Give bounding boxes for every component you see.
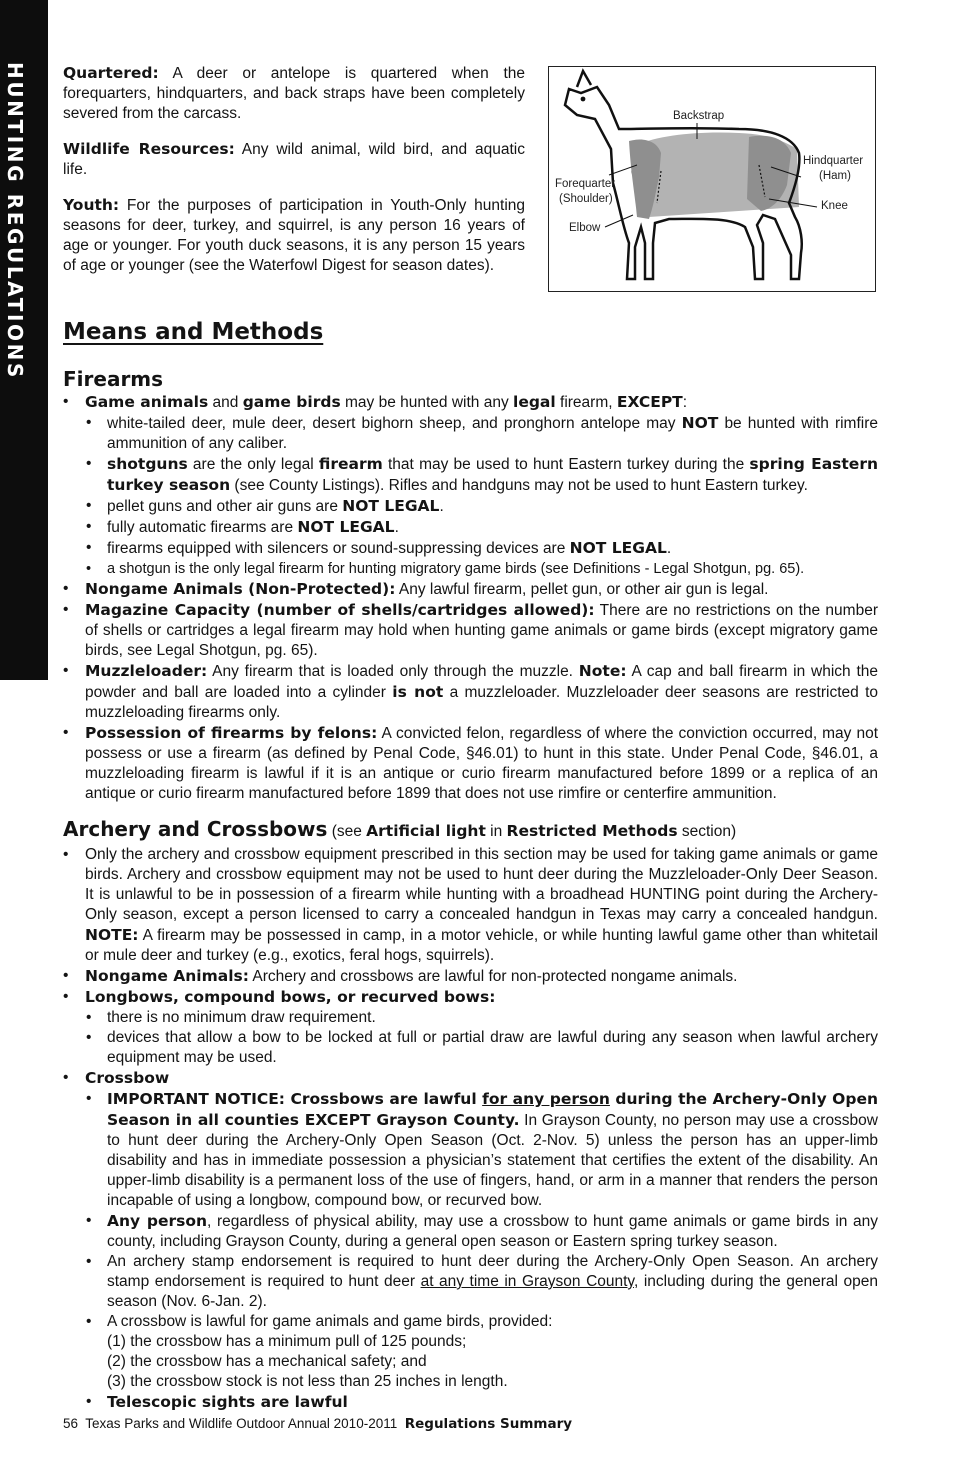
list-item: • Possession of firearms by felons: A convicted felon, regardless of where the conviction occurred, may not possess or use a firearm (as defined by Penal Code, §46.01) to hunt in this state. Under Penal Code, §46.01, a muzzleloading firearm is lawful if it is an antique or curio firearm manufactured before 1899 or a replica of an antique or curio firearm manufactured before 1899 that does not use rimfire or centerfire ammunition.	[63, 723, 878, 804]
firearms-list	[63, 392, 878, 804]
list-item: • Muzzleloader: Any firearm that is loaded only through the muzzle. Note: A cap and ball firearm in which the powder and ball are loaded into a cylinder is not a muzzleloader. Muzzleloader deer seasons are restricted to muzzleloading firearms only.	[63, 661, 878, 723]
list-item: • Nongame Animals: Archery and crossbows are lawful for non-protected nongame animals.	[63, 966, 878, 987]
list-item: • Magazine Capacity (number of shells/cartridges allowed): There are no restrictions on the number of shells or cartridges a legal firearm may hold when hunting game animals or game birds (except migratory game birds, see Legal Shotgun, pg. 65).	[63, 600, 878, 661]
label-forequarter: Forequarter	[555, 178, 616, 190]
list-item: • Longbows, compound bows, or recurved bows: • there is no minimum draw requirement. • devices that allow a bow to be locked at full or partial draw are lawful during any season when lawful archery equipment may be used.	[63, 987, 878, 1068]
definition-wildlife-resources: Wildlife Resources: Any wild animal, wild bird, and aquatic life.	[63, 140, 525, 178]
firearms-exceptions	[85, 413, 878, 579]
label-knee: Knee	[821, 200, 848, 212]
deer-illustration	[549, 67, 874, 290]
list-item	[63, 392, 878, 579]
label-hindquarter: Hindquarter	[803, 155, 864, 167]
definition-youth: Youth: For the purposes of participation in Youth-Only hunting seasons for deer, turkey, and squirrel, is any person 16 years of age or younger. For youth duck seasons, it is any person 15 years of age or younger (see the Waterfowl Digest for season dates).	[63, 196, 525, 274]
list-item: • fully automatic firearms are NOT LEGAL.	[85, 517, 878, 538]
list-item: • Only the archery and crossbow equipment prescribed in this section may be used for taking game animals or game birds. Archery and crossbow equipment may not be used to hunt deer during the Muzzleloader-Only Deer Season. It is unlawful to be in possession of a firearm while hunting with a broadhead HUNTING point during the Archery-Only season, except a person licensed to carry a concealed handgun in Texas may carry a concealed handgun. NOTE: A firearm may be possessed in camp, in a motor vehicle, or while hunting lawful game other than whitetail or mule deer and turkey (e.g., exotics, feral hogs, squirrels).	[63, 845, 878, 966]
crossbow-sublist	[85, 1089, 878, 1413]
deer-eye	[581, 97, 586, 102]
list-item: • Crossbow • IMPORTANT NOTICE: Crossbows are lawful for any person during the Archery-Only Open Season in all counties EXCEPT Grayson County. In Grayson County, no person may use a crossbow to hunt deer during the Archery-Only Open Season (Oct. 2-Nov. 5) unless the person has an upper-limb disability and has in immediate possession a physician’s statement that certifies the extent of the disability. An upper-limb disability is a permanent loss of the use of fingers, hand, or arm in a manner that renders the person incapable of using a longbow, compound bow, or recurved bow. • Any person, regardless of physical ability, may use a crossbow to hunt game animals or game birds in any county, including Grayson County, during a general open season or Eastern spring turkey season. • An archery stamp endorsement is required to hunt deer during the Archery-Only Open Season. An archery stamp endorsement is required to hunt deer at any time in Grayson County, including during the general open season (Nov. 6-Jan. 2). • A crossbow is lawful for game animals and game birds, provided: (1) the crossbow has a minimum pull of 125 pounds; (2) the crossbow has a mechanical safety; and (3) the crossbow stock is not less than 25 inches in length. • Telescopic sights are lawful	[63, 1068, 878, 1413]
publication-title: Texas Parks and Wildlife Outdoor Annual 2010-2011	[78, 1416, 405, 1431]
firearms-intro: Game animals and game birds may be hunted with any legal firearm, EXCEPT:	[85, 393, 688, 411]
page-footer	[63, 1416, 572, 1432]
label-shoulder: (Shoulder)	[559, 193, 613, 205]
list-item: • IMPORTANT NOTICE: Crossbows are lawful for any person during the Archery-Only Open Season in all counties EXCEPT Grayson County. In Grayson County, no person may use a crossbow to hunt deer during the Archery-Only Open Season (Oct. 2-Nov. 5) unless the person has an upper-limb disability and has in immediate possession a physician’s statement that certifies the extent of the disability. An upper-limb disability is a permanent loss of the use of fingers, hand, or arm in a manner that renders the person incapable of using a longbow, compound bow, or recurved bow.	[85, 1089, 878, 1211]
side-tab	[0, 0, 48, 680]
list-item: • firearms equipped with silencers or sound-suppressing devices are NOT LEGAL.	[85, 538, 878, 559]
archery-list	[63, 845, 878, 1413]
bows-sublist	[85, 1008, 878, 1068]
archery-heading: Archery and Crossbows (see Artificial light in Restricted Methods section)	[63, 817, 737, 841]
list-item: • a shotgun is the only legal firearm for hunting migratory game birds (see Definitions - Legal Shotgun, pg. 65).	[85, 559, 878, 579]
archery-heading-note: (see Artificial light in Restricted Methods section)	[327, 822, 737, 840]
list-item: • there is no minimum draw requirement.	[85, 1008, 878, 1028]
list-item: • pellet guns and other air guns are NOT LEGAL.	[85, 496, 878, 517]
list-item: • A crossbow is lawful for game animals and game birds, provided: (1) the crossbow has a minimum pull of 125 pounds; (2) the crossbow has a mechanical safety; and (3) the crossbow stock is not less than 25 inches in length.	[85, 1312, 878, 1392]
list-item: • Any person, regardless of physical ability, may use a crossbow to hunt game animals or game birds in any county, including Grayson County, during a general open season or Eastern spring turkey season.	[85, 1211, 878, 1252]
main-content	[63, 366, 878, 1413]
firearms-heading: Firearms	[63, 367, 164, 391]
list-item: • devices that allow a bow to be locked at full or partial draw are lawful during any season when lawful archery equipment may be used.	[85, 1028, 878, 1068]
deer-diagram	[548, 66, 876, 292]
page-number: 56	[63, 1416, 79, 1431]
definitions	[63, 63, 525, 291]
label-backstrap: Backstrap	[673, 110, 725, 122]
means-and-methods-heading: Means and Methods	[63, 319, 324, 345]
definition-quartered: Quartered: A deer or antelope is quartered when the forequarters, hindquarters, and back straps have been completely severed from the carcass.	[63, 64, 525, 122]
list-item: • Nongame Animals (Non-Protected): Any lawful firearm, pellet gun, or other air gun is legal.	[63, 579, 878, 600]
side-tab-label: HUNTING REGULATIONS	[3, 62, 27, 380]
deer-ear	[577, 71, 591, 87]
elbow-leader	[605, 215, 633, 227]
section-title: Regulations Summary	[404, 1416, 573, 1432]
label-ham: (Ham)	[819, 170, 851, 182]
list-item: • white-tailed deer, mule deer, desert bighorn sheep, and pronghorn antelope may NOT be hunted with rimfire ammunition of any caliber.	[85, 413, 878, 454]
list-item: • An archery stamp endorsement is required to hunt deer during the Archery-Only Open Season. An archery stamp endorsement is required to hunt deer at any time in Grayson County, including during the general open season (Nov. 6-Jan. 2).	[85, 1252, 878, 1312]
label-elbow: Elbow	[569, 222, 601, 234]
list-item: • Telescopic sights are lawful	[85, 1392, 878, 1413]
list-item: • shotguns are the only legal firearm that may be used to hunt Eastern turkey during the spring Eastern turkey season (see County Listings). Rifles and handguns may not be used to hunt Eastern turkey.	[85, 454, 878, 496]
